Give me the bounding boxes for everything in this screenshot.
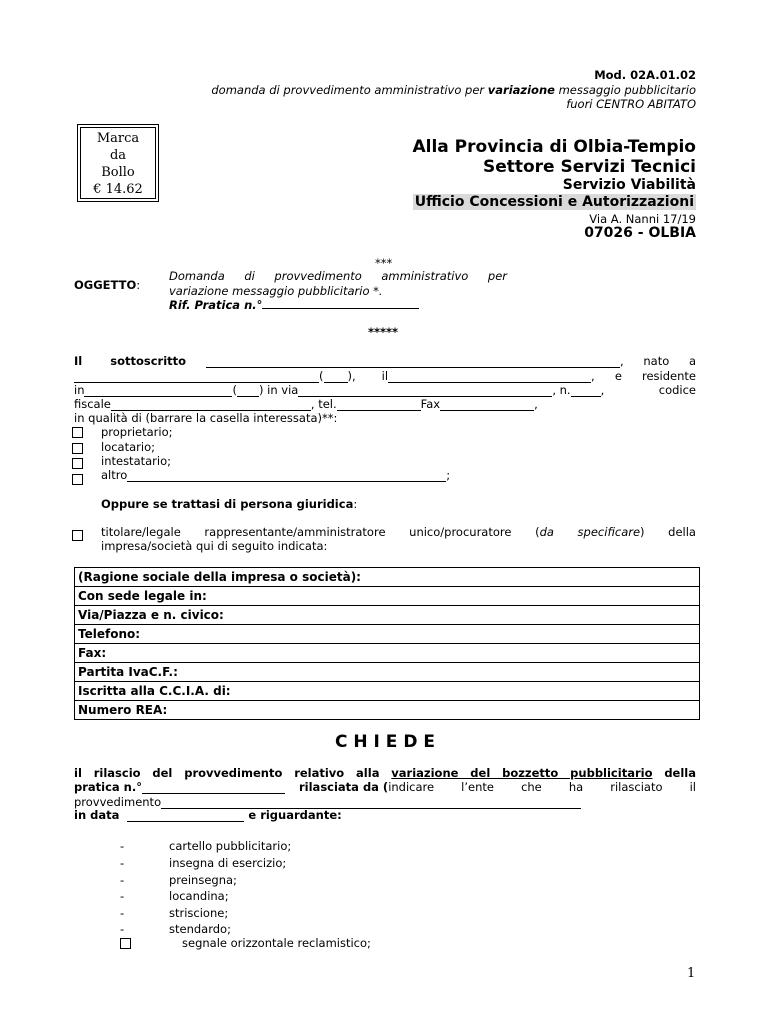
table-cell[interactable]: Telefono: [75, 625, 700, 644]
subtitle-pre: domanda di provvedimento amministrativo per [211, 83, 488, 97]
rilasciata-label: rilasciata da ( [299, 780, 389, 794]
table-cell[interactable]: Iscritta alla C.C.I.A. di: [75, 682, 700, 701]
recipient-province: Alla Provincia di Olbia-Tempio [412, 137, 696, 157]
list-dash: - [120, 906, 125, 920]
giuridica-colon: : [353, 497, 358, 511]
residence-province-field[interactable] [237, 386, 259, 397]
stamp-line: da [109, 148, 127, 163]
birthplace-field[interactable] [74, 372, 319, 383]
stamp-line: Marca [96, 131, 140, 146]
fax-label: Fax [420, 397, 441, 411]
riguardante-label: e riguardante: [248, 808, 342, 822]
birth-date-field[interactable] [388, 372, 591, 383]
separator-stars: *** [375, 256, 393, 270]
table-cell[interactable]: (Ragione sociale della impresa o società): [75, 568, 700, 587]
recipient-address: Via A. Nanni 17/19 [589, 212, 696, 226]
model-code: Mod. 02A.01.02 [594, 68, 696, 82]
ente-instruction: indicare l’ente che ha rilasciato il [388, 780, 696, 794]
checkbox-titolare[interactable] [72, 530, 83, 541]
nato-a-label: , nato a [620, 354, 696, 368]
option-end: ; [446, 468, 451, 482]
qualita-instruction: in qualità di (barrare la casella interessata)**: [74, 411, 338, 425]
table-cell[interactable]: Con sede legale in: [75, 587, 700, 606]
table-cell[interactable]: Fax: [75, 644, 700, 663]
separator-stars: ***** [368, 325, 399, 339]
list-dash: - [120, 922, 125, 936]
titolare-line2: impresa/società qui di seguito indicata: [101, 539, 328, 553]
table-cell[interactable]: Numero REA: [75, 701, 700, 720]
stamp-line: Bollo [101, 165, 135, 180]
revenue-stamp-box [77, 124, 159, 202]
pratica-label: pratica n.° [74, 780, 142, 794]
chiede-heading: C H I E D E [335, 732, 435, 752]
table-row[interactable] [75, 701, 700, 720]
titolare-post: ) della [640, 525, 696, 539]
oggetto-line1: Domanda di provvedimento amministrativo per [169, 269, 507, 283]
page-number: 1 [687, 966, 696, 981]
request-pre: il rilascio del provvedimento relativo alla [74, 766, 392, 780]
table-row[interactable] [75, 568, 700, 587]
list-dash: - [120, 839, 125, 853]
il-label: Il [74, 354, 83, 368]
form-subtitle [211, 83, 696, 97]
request-post: della [652, 766, 696, 780]
recipient-sector: Settore Servizi Tecnici [482, 157, 696, 177]
birth-province-field[interactable] [324, 372, 348, 383]
pratica-number-field[interactable] [142, 783, 285, 794]
table-row[interactable] [75, 625, 700, 644]
fiscal-code-field[interactable] [111, 400, 311, 411]
list-item: preinsegna; [169, 873, 237, 887]
subtitle-bold: variazione [487, 83, 555, 97]
form-subtitle-line2: fuori CENTRO ABITATO [566, 97, 696, 111]
oggetto-rif [169, 298, 419, 312]
residence-city-field[interactable] [84, 386, 232, 397]
table-row[interactable] [75, 587, 700, 606]
street-field[interactable] [298, 386, 552, 397]
tel-label: , tel. [310, 397, 337, 411]
checkbox-locatario[interactable] [72, 443, 83, 454]
house-number-field[interactable] [571, 386, 601, 397]
comma: , [534, 397, 538, 411]
list-item: cartello pubblicitario; [169, 839, 292, 853]
oggetto-colon: : [136, 278, 141, 292]
oggetto-label-wrap [74, 278, 140, 292]
titolare-specify: da specificare [539, 525, 641, 539]
recipient-office: Ufficio Concessioni e Autorizzazioni [414, 194, 694, 210]
recipient-city: 07026 - OLBIA [584, 225, 696, 241]
oggetto-label: OGGETTO [74, 278, 137, 292]
altro-field[interactable] [127, 471, 446, 482]
request-line2 [74, 780, 696, 794]
table-row[interactable] [75, 606, 700, 625]
recipient-service: Servizio Viabilità [562, 177, 696, 193]
table-cell[interactable]: Via/Piazza e n. civico: [75, 606, 700, 625]
option-altro-row [101, 468, 450, 482]
rif-label: Rif. Pratica n.° [169, 298, 263, 312]
checkbox-proprietario[interactable] [72, 427, 83, 438]
provvedimento-label: provvedimento [74, 795, 162, 809]
applicant-line-1 [74, 354, 696, 368]
residente-label: , e residente [591, 369, 696, 383]
paren-close: ), [347, 369, 356, 383]
option-label: proprietario; [101, 425, 173, 439]
rif-number-field[interactable] [262, 298, 419, 309]
request-subject: variazione del bozzetto pubblicitario [391, 766, 653, 780]
option-label: intestatario; [101, 454, 172, 468]
via-label: ) in via [258, 383, 299, 397]
list-item: striscione; [169, 906, 229, 920]
list-dash: - [120, 889, 125, 903]
applicant-line-4 [74, 397, 538, 411]
oggetto-line2: variazione messaggio pubblicitario *. [169, 284, 383, 298]
subtitle-post: messaggio pubblicitario [554, 83, 696, 97]
data-label: in data [74, 808, 120, 822]
checkbox-segnale[interactable] [120, 938, 131, 949]
list-item: insegna di esercizio; [169, 856, 287, 870]
checkbox-intestatario[interactable] [72, 458, 83, 469]
request-line4 [74, 808, 342, 822]
fiscale-label: fiscale [74, 397, 111, 411]
date-field[interactable] [127, 811, 244, 822]
list-item: segnale orizzontale reclamistico; [182, 936, 371, 950]
request-line1 [74, 766, 696, 780]
option-label: altro [101, 468, 128, 482]
n-label: , n. [552, 383, 571, 397]
titolare-line1 [101, 525, 696, 539]
table-row[interactable] [75, 663, 700, 682]
sottoscritto-label: sottoscritto [110, 354, 187, 368]
stamp-amount: € 14.62 [93, 182, 143, 197]
giuridica-heading [101, 497, 357, 511]
company-info-table [74, 567, 700, 720]
list-item: locandina; [169, 889, 229, 903]
titolare-pre: titolare/legale rappresentante/amministratore unico/procuratore ( [101, 525, 540, 539]
list-dash: - [120, 856, 125, 870]
name-field[interactable] [206, 357, 620, 368]
fax-field[interactable] [440, 400, 534, 411]
giuridica-label: Oppure se trattasi di persona giuridica [101, 497, 354, 511]
table-row[interactable] [75, 644, 700, 663]
option-label: locatario; [101, 440, 155, 454]
in-label: in [74, 383, 85, 397]
paren-open: ( [232, 383, 237, 397]
phone-field[interactable] [337, 400, 421, 411]
paren-open: ( [319, 369, 324, 383]
request-line3 [74, 795, 581, 809]
checkbox-altro[interactable] [72, 474, 83, 485]
table-row[interactable] [75, 682, 700, 701]
il-label: il [381, 369, 389, 383]
applicant-line-3 [74, 383, 696, 397]
applicant-line-2 [74, 369, 696, 383]
codice-label: , codice [600, 383, 696, 397]
list-item: stendardo; [169, 922, 231, 936]
table-cell[interactable]: Partita IvaC.F.: [75, 663, 700, 682]
list-dash: - [120, 873, 125, 887]
